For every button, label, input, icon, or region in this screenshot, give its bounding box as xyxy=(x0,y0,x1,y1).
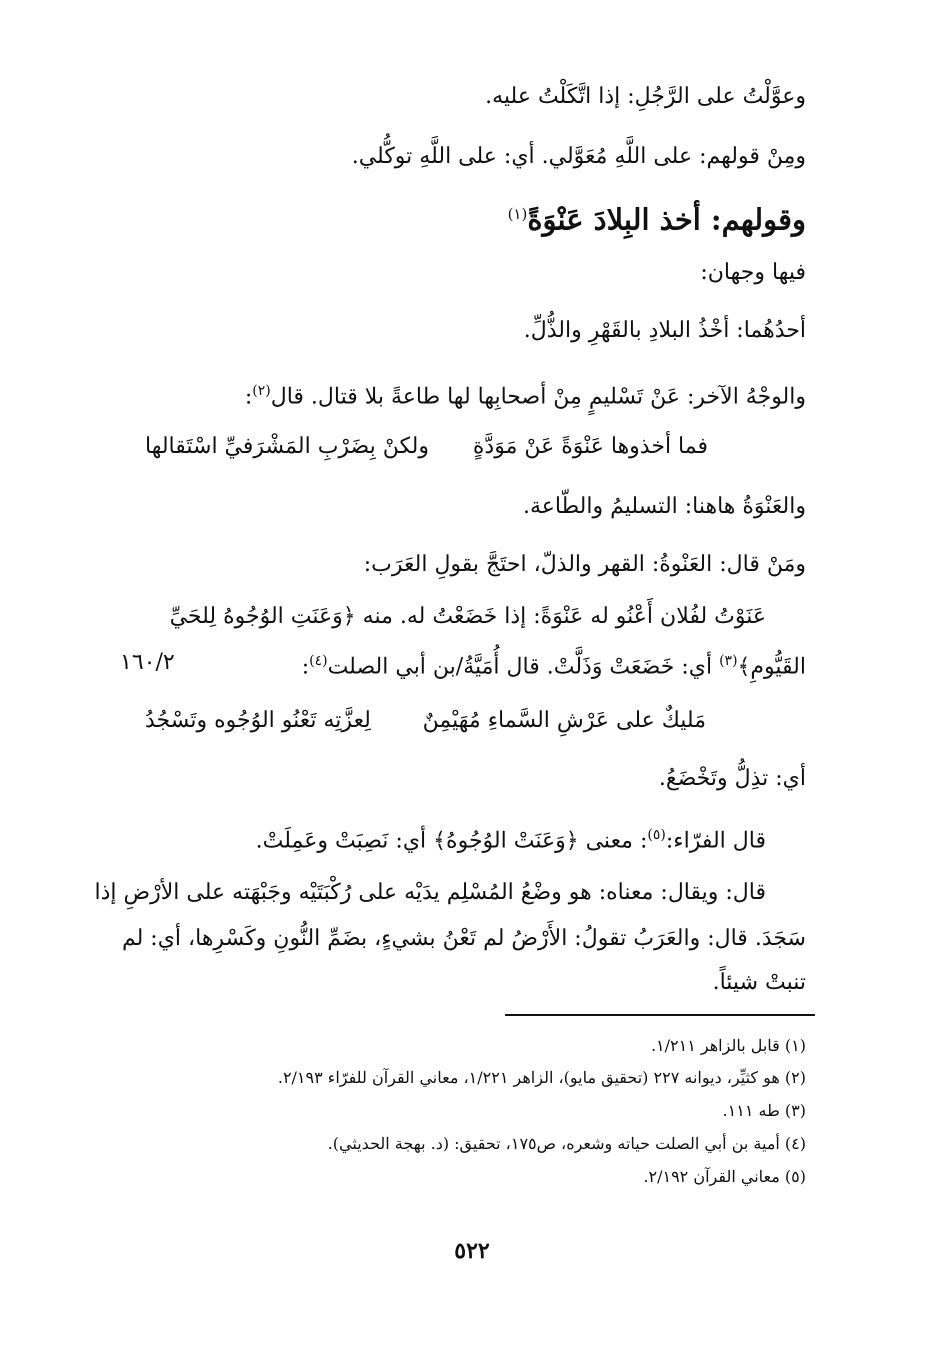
verse-hemistich-second: ولكنْ بِضَرْبِ المَشْرَفيِّ اسْتَقالها xyxy=(145,434,429,459)
text-line: عَنَوْتُ لفُلان أَعْنُو له عَنْوَةً: إذا خَضَعْتُ له. منه ﴿وَعَنَتِ الوُجُوهُ لِلحَيِّ xyxy=(169,604,766,629)
text-line: وعوَّلْتُ على الرَّجُلِ: إذا اتَّكَلْتُ عليه. xyxy=(485,84,806,109)
text-span: والوجْهُ الآخر: عَنْ تَسْليمٍ مِنْ أصحابِها لها طاعةً بلا قتال. قال xyxy=(270,384,806,410)
footnote-ref: (٣) xyxy=(719,653,738,669)
text-line xyxy=(245,374,806,414)
text-span: : xyxy=(301,654,310,680)
text-span: أي: خَضَعَتْ وَذَلَّتْ. قال أُمَيَّةُ/بن أبي الصلت xyxy=(327,654,720,680)
text-line: فيها وجهان: xyxy=(700,260,806,285)
footnote: (١) قابل بالزاهر ١/٢١١. xyxy=(650,1036,806,1055)
footnote-divider xyxy=(505,1014,815,1016)
margin-page-reference: ١٦٠/٢ xyxy=(120,650,175,675)
text-span: : xyxy=(244,384,253,410)
footnote-ref: (٥) xyxy=(647,827,666,843)
verse-hemistich-first: فما أخذوها عَنْوَةً عَنْ مَوَدَّةٍ xyxy=(472,434,708,459)
verse-hemistich-second: لِعزَّتِه تَعْنُو الوُجُوه وتَسْجُدُ xyxy=(145,708,371,733)
page-number: ٥٢٢ xyxy=(454,1238,490,1264)
heading-text: وقولهم: أخذ البِلادَ عَنْوَةً xyxy=(527,202,806,237)
section-heading xyxy=(508,194,806,240)
verse-hemistich-first: مَليكٌ على عَرْشِ السَّماءِ مُهَيْمِنٌ xyxy=(422,708,706,733)
footnote: (٥) معاني القرآن ٢/١٩٢. xyxy=(643,1167,806,1186)
text-span: قال الفرّاء: xyxy=(665,828,766,854)
footnote: (٣) طه ١١١. xyxy=(722,1101,806,1120)
text-line: ومِنْ قولهم: على اللَّهِ مُعَوَّلي. أي: على اللَّهِ توكُّلي. xyxy=(351,144,806,169)
text-line: سَجَدَ. قال: والعَرَبُ تقولُ: الأَرْضُ لم تَعْنُ بشيءٍ، بضَمِّ النُّونِ وكَسْرِها، أي: لم xyxy=(121,926,806,951)
text-line: ومَنْ قال: العَنْوةُ: القهر والذلّ، احتَجَّ بقولِ العَرَب: xyxy=(363,552,806,577)
footnote-ref: (٢) xyxy=(252,383,271,399)
text-line: أحدُهُما: أخْذُ البلادِ بالقَهْرِ والذُّلِّ. xyxy=(523,318,806,343)
text-line: تنبتْ شيئاً. xyxy=(712,970,806,995)
text-line: قال: ويقال: معناه: هو وضْعُ المُسْلِم يدَيْه على رُكْبَتَيْه وجَبْهَته على الأرْضِ إذا xyxy=(94,880,766,905)
text-line: أي: تذِلُّ وتَخْضَعُ. xyxy=(658,766,806,791)
text-line xyxy=(256,818,766,858)
text-line xyxy=(302,644,806,684)
footnote: (٤) أمية بن أبي الصلت حياته وشعره، ص١٧٥، تحقيق: (د. بهجة الحديثي). xyxy=(327,1134,806,1153)
text-span: : معنى ﴿وَعَنَتْ الوُجُوهُ﴾ أي: نَصِبَتْ وعَمِلَتْ. xyxy=(255,828,648,854)
footnote-ref: (١) xyxy=(507,205,528,223)
text-line: والعَنْوَةُ هاهنا: التسليمُ والطّاعة. xyxy=(523,494,806,519)
footnote: (٢) هو كثيِّر، ديوانه ٢٢٧ (تحقيق مايو)، الزاهر ١/٢٢١، معاني القرآن للفرّاء ٢/١٩٣. xyxy=(277,1068,806,1087)
text-span: القَيُّومِ﴾ xyxy=(737,654,806,680)
footnote-ref: (٤) xyxy=(309,653,328,669)
